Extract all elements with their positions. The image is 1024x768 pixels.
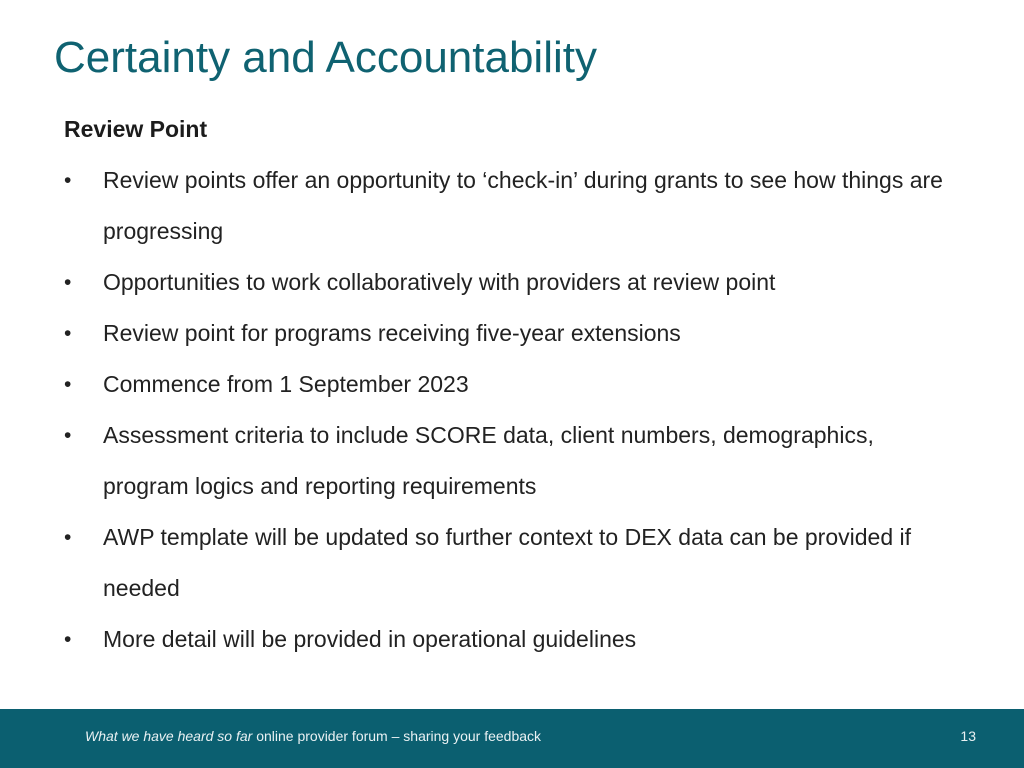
footer-caption (85, 728, 541, 744)
bullet-item (64, 257, 944, 308)
bullet-item (64, 359, 944, 410)
bullet-text: Review points offer an opportunity to ‘check-in’ during grants to see how things are progressing (103, 167, 943, 244)
footer-bar (0, 709, 1024, 768)
bullet-item (64, 512, 944, 614)
bullet-text: Assessment criteria to include SCORE data, client numbers, demographics, program logics and reporting requirements (103, 422, 874, 499)
bullet-item (64, 614, 944, 665)
bullet-icon: • (64, 628, 72, 651)
bullet-text: Commence from 1 September 2023 (103, 371, 469, 397)
bullet-text: Opportunities to work collaboratively with providers at review point (103, 269, 776, 295)
subheading: Review Point (64, 116, 208, 142)
bullet-text: More detail will be provided in operational guidelines (103, 626, 637, 652)
bullet-item (64, 155, 944, 257)
slide-title: Certainty and Accountability (54, 33, 597, 82)
bullet-list (64, 155, 944, 665)
footer-text: online provider forum – sharing your feedback (252, 728, 542, 744)
page-number: 13 (960, 728, 976, 744)
bullet-icon: • (64, 169, 72, 192)
bullet-text: AWP template will be updated so further context to DEX data can be provided if needed (103, 524, 912, 601)
bullet-icon: • (64, 322, 72, 345)
bullet-icon: • (64, 526, 72, 549)
bullet-icon: • (64, 373, 72, 396)
bullet-item (64, 308, 944, 359)
bullet-icon: • (64, 424, 72, 447)
bullet-text: Review point for programs receiving five-year extensions (103, 320, 681, 346)
footer-italic-text: What we have heard so far (85, 728, 253, 744)
bullet-icon: • (64, 271, 72, 294)
bullet-item (64, 410, 944, 512)
